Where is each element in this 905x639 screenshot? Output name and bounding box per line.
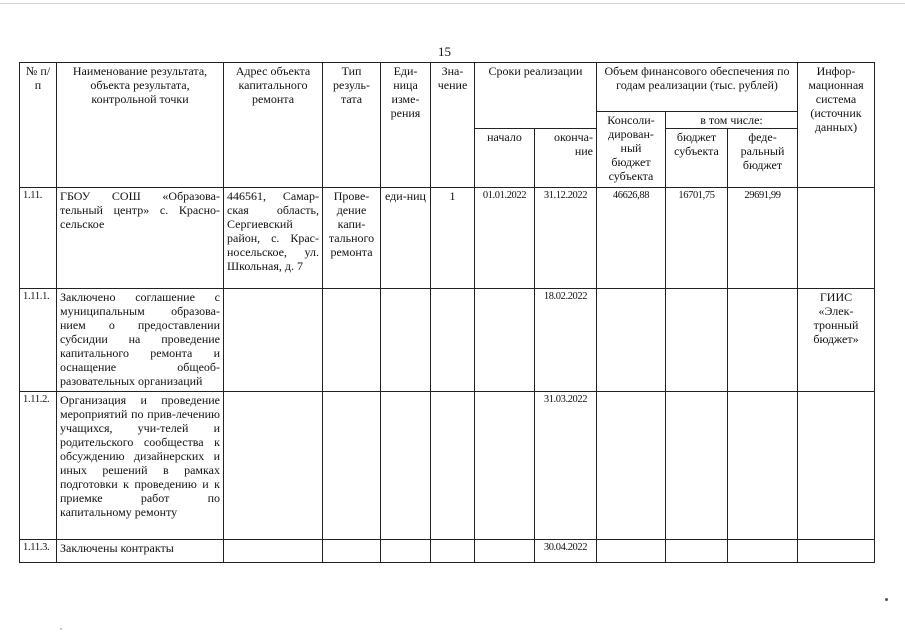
row-unit xyxy=(381,289,431,392)
row-value xyxy=(431,392,475,540)
row-num: 1.11.3. xyxy=(20,540,57,563)
header-terms: Сроки реализации xyxy=(475,63,597,129)
row-num: 1.11.2. xyxy=(20,392,57,540)
row-name: ГБОУ СОШ «Образова-тельный центр» с. Красно-сельское xyxy=(57,188,224,289)
header-finance: Объем финансового обеспечения по годам реализации (тыс. рублей) xyxy=(597,63,798,112)
row-end: 31.12.2022 xyxy=(535,188,597,289)
scan-speck xyxy=(885,598,888,601)
row-address xyxy=(224,289,323,392)
header-consolidated: Консоли-дирован-ный бюджет субъекта xyxy=(597,112,666,188)
header-end: оконча-ние xyxy=(535,129,597,188)
row-value xyxy=(431,540,475,563)
row-end: 31.03.2022 xyxy=(535,392,597,540)
table-row xyxy=(20,392,875,540)
row-start xyxy=(475,540,535,563)
row-info xyxy=(798,540,875,563)
scan-speck xyxy=(60,628,62,630)
header-type: Тип резуль-тата xyxy=(323,63,381,188)
row-info xyxy=(798,188,875,289)
row-type xyxy=(323,540,381,563)
row-consolidated xyxy=(597,289,666,392)
table-row xyxy=(20,188,875,289)
header-value: Зна-чение xyxy=(431,63,475,188)
row-federal-budget xyxy=(728,392,798,540)
row-name: Организация и проведение мероприятий по прив-лечению учащихся, учи-телей и родительского сообщества к обсуждению дизайнерских и иных решений в рамках подготовки к проведению и к приемке работ по капитальному ремонту xyxy=(57,392,224,540)
row-type xyxy=(323,289,381,392)
page-number: 15 xyxy=(438,44,451,59)
row-type: Прове-дение капи-тального ремонта xyxy=(323,188,381,289)
header-name: Наименование результата, объекта результата, контрольной точки xyxy=(57,63,224,188)
header-unit: Еди-ница изме-рения xyxy=(381,63,431,188)
row-info: ГИИС «Элек-тронный бюджет» xyxy=(798,289,875,392)
header-num: № п/п xyxy=(20,63,57,188)
row-name: Заключено соглашение с муниципальным образова-нием о предоставлении субсидии на проведение капитального ремонта и оснащение общеоб-разовательных организаций xyxy=(57,289,224,392)
header-federal-budget: феде-ральный бюджет xyxy=(728,129,798,188)
row-info xyxy=(798,392,875,540)
row-federal-budget xyxy=(728,289,798,392)
row-type xyxy=(323,392,381,540)
row-federal-budget xyxy=(728,540,798,563)
table-header-row xyxy=(20,63,875,112)
row-value xyxy=(431,289,475,392)
header-info: Инфор-мационная система (источник данных) xyxy=(798,63,875,188)
header-subject-budget: бюджет субъекта xyxy=(666,129,728,188)
table-row xyxy=(20,289,875,392)
row-start xyxy=(475,289,535,392)
row-federal-budget: 29691,99 xyxy=(728,188,798,289)
row-unit: еди-ниц xyxy=(381,188,431,289)
row-address xyxy=(224,392,323,540)
row-name: Заключены контракты xyxy=(57,540,224,563)
row-subject-budget xyxy=(666,540,728,563)
row-num: 1.11. xyxy=(20,188,57,289)
row-subject-budget xyxy=(666,289,728,392)
row-address: 446561, Самар-ская область, Сергиевский район, с. Крас-носельское, ул. Школьная, д. 7 xyxy=(224,188,323,289)
row-num: 1.11.1. xyxy=(20,289,57,392)
row-consolidated: 46626,88 xyxy=(597,188,666,289)
row-unit xyxy=(381,540,431,563)
row-address xyxy=(224,540,323,563)
row-start: 01.01.2022 xyxy=(475,188,535,289)
results-table xyxy=(19,62,875,563)
table-row xyxy=(20,540,875,563)
row-end: 18.02.2022 xyxy=(535,289,597,392)
header-including: в том числе: xyxy=(666,112,798,129)
row-consolidated xyxy=(597,540,666,563)
page-top-rule xyxy=(0,3,905,4)
row-unit xyxy=(381,392,431,540)
row-subject-budget xyxy=(666,392,728,540)
row-start xyxy=(475,392,535,540)
header-address: Адрес объекта капитального ремонта xyxy=(224,63,323,188)
row-consolidated xyxy=(597,392,666,540)
row-end: 30.04.2022 xyxy=(535,540,597,563)
row-subject-budget: 16701,75 xyxy=(666,188,728,289)
header-start: начало xyxy=(475,129,535,188)
row-value: 1 xyxy=(431,188,475,289)
